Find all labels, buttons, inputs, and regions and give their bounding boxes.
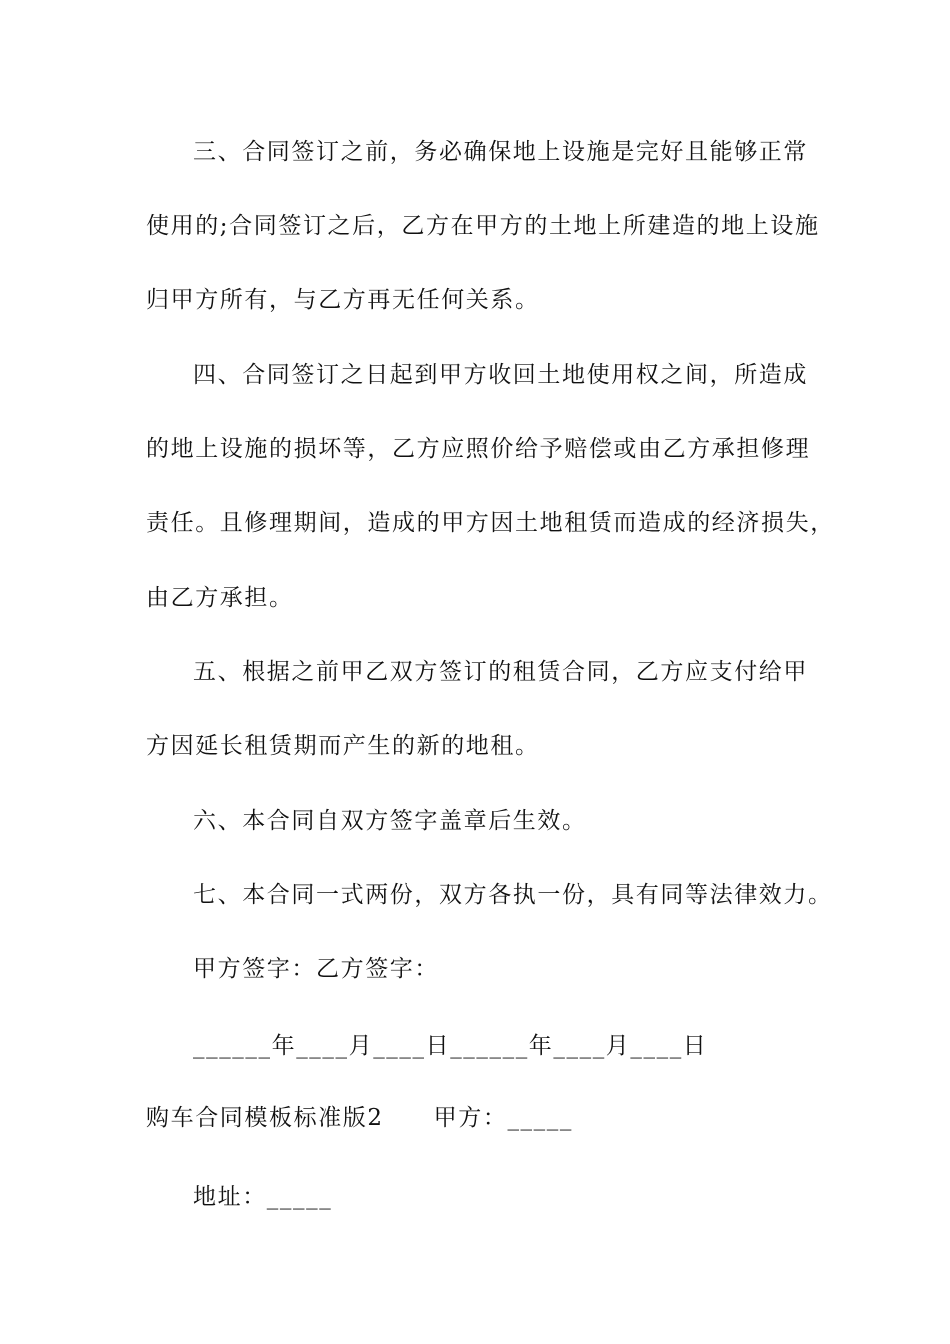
clause-4-line-4: 由乙方承担。 (146, 585, 294, 611)
clause-5-line-2: 方因延长租赁期而产生的新的地租。 (146, 733, 540, 759)
clause-3-line-1: 三、合同签订之前，务必确保地上设施是完好且能够正常 (193, 139, 808, 165)
party-a-field: 甲方：_____ (433, 1105, 573, 1131)
clause-4-line-1: 四、合同签订之日起到甲方收回土地使用权之间，所造成 (193, 362, 808, 388)
next-contract-line (146, 1103, 573, 1133)
clause-3-line-3: 归甲方所有，与乙方再无任何关系。 (146, 287, 540, 313)
clause-4-line-2: 的地上设施的损坏等，乙方应照价给予赔偿或由乙方承担修理 (146, 436, 811, 462)
next-contract-title: 购车合同模板标准版2 (146, 1105, 384, 1131)
clause-7: 七、本合同一式两份，双方各执一份，具有同等法律效力。 (193, 882, 833, 908)
date-line: ______年____月____日______年____月____日 (193, 1033, 708, 1059)
clause-5-line-1: 五、根据之前甲乙双方签订的租赁合同，乙方应支付给甲 (193, 659, 808, 685)
clause-6: 六、本合同自双方签字盖章后生效。 (193, 808, 587, 834)
clause-4-line-3: 责任。且修理期间，造成的甲方因土地租赁而造成的经济损失， (146, 510, 835, 536)
clause-3-line-2: 使用的;合同签订之后，乙方在甲方的土地上所建造的地上设施 (146, 213, 820, 239)
signature-line: 甲方签字：乙方签字： (193, 956, 439, 982)
address-field: 地址：_____ (193, 1184, 333, 1210)
